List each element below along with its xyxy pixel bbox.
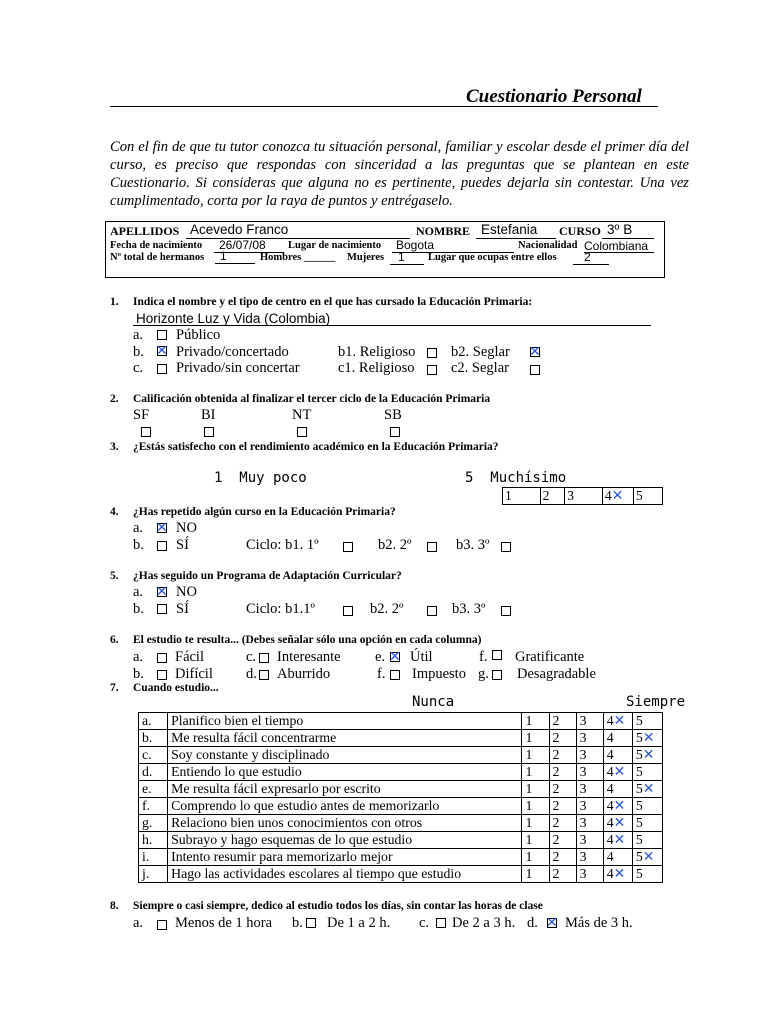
- q5-number: 5.: [110, 570, 119, 582]
- q3-scale-high: 5 Muchísimo: [465, 470, 567, 486]
- q5-ciclo1-checkbox[interactable]: [343, 606, 353, 616]
- q8-c-letter: c.: [419, 915, 430, 931]
- study-scale-cell-5[interactable]: 5: [632, 832, 662, 849]
- study-scale-cell-5[interactable]: 5✕: [632, 747, 662, 764]
- q6-impuesto-label: Impuesto: [412, 666, 466, 682]
- q6-gratificante-checkbox[interactable]: [492, 650, 502, 660]
- title-rule: [110, 106, 658, 107]
- study-scale-cell-4[interactable]: 4✕: [603, 832, 632, 849]
- study-scale-cell-1[interactable]: 1: [522, 815, 549, 832]
- study-scale-cell-1[interactable]: 1: [522, 730, 549, 747]
- study-row-text: Planifico bien el tiempo: [168, 713, 522, 730]
- study-scale-cell-2[interactable]: 2: [549, 849, 576, 866]
- q6-question: El estudio te resulta... (Debes señalar sólo una opción en cada columna): [133, 634, 482, 646]
- curso-field[interactable]: 3º B: [607, 222, 633, 237]
- q1-c1-checkbox[interactable]: [427, 365, 437, 375]
- study-scale-cell-1[interactable]: 1: [522, 781, 549, 798]
- q8-question: Siempre o casi siempre, dedico al estudio todos los días, sin contar las horas de clase: [133, 900, 543, 912]
- hermanos-label: Nº total de hermanos: [110, 252, 205, 263]
- check-mark-icon: ✕: [546, 915, 558, 931]
- study-scale-cell-5[interactable]: 5: [632, 815, 662, 832]
- check-mark-icon: ✕: [642, 747, 655, 763]
- lugar-field[interactable]: Bogota: [396, 238, 435, 252]
- lugar-label: Lugar de nacimiento: [288, 240, 382, 251]
- q1-b-label: Privado/concertado: [176, 344, 289, 360]
- study-scale-cell-2[interactable]: 2: [549, 781, 576, 798]
- check-mark-icon: ✕: [611, 488, 624, 504]
- q4-number: 4.: [110, 506, 119, 518]
- study-scale-cell-3[interactable]: 3: [576, 713, 603, 730]
- q4-ciclo1-label: Ciclo: b1. 1º: [246, 537, 319, 553]
- q6-a-letter: a.: [133, 649, 144, 665]
- q5-ciclo3-checkbox[interactable]: [501, 606, 511, 616]
- q4-ciclo2-label: b2. 2º: [378, 537, 412, 553]
- study-row-letter: h.: [139, 832, 168, 849]
- grade-nt: NT: [292, 407, 312, 423]
- q6-interesante-label: Interesante: [277, 649, 341, 665]
- scale-cell-3[interactable]: 3: [565, 488, 603, 505]
- q1-b1-label: b1. Religioso: [338, 344, 416, 360]
- q6-d-letter: d.: [246, 666, 257, 682]
- study-row-letter: e.: [139, 781, 168, 798]
- grade-nt-checkbox[interactable]: [297, 427, 307, 437]
- q6-number: 6.: [110, 634, 119, 646]
- q5-si-label: SÍ: [176, 601, 189, 617]
- study-row: [139, 730, 663, 747]
- study-scale-cell-2[interactable]: 2: [549, 713, 576, 730]
- q5-si-checkbox[interactable]: [157, 604, 167, 614]
- study-scale-cell-2[interactable]: 2: [549, 764, 576, 781]
- q6-f-impuesto-letter: f.: [377, 666, 386, 682]
- study-scale-cell-1[interactable]: 1: [522, 866, 549, 883]
- study-row-letter: a.: [139, 713, 168, 730]
- q1-c-letter: c.: [133, 360, 144, 376]
- q5-question: ¿Has seguido un Programa de Adaptación Curricular?: [133, 570, 402, 582]
- q4-ciclo3-checkbox[interactable]: [501, 542, 511, 552]
- study-row-text: Relaciono bien unos conocimientos con otros: [168, 815, 522, 832]
- q1-a-letter: a.: [133, 327, 144, 343]
- q6-util-label: Útil: [410, 649, 433, 665]
- study-scale-cell-4[interactable]: 4: [603, 730, 632, 747]
- check-mark-icon: ✕: [613, 713, 626, 729]
- q4-si-label: SÍ: [176, 537, 189, 553]
- q6-aburrido-label: Aburrido: [277, 666, 331, 682]
- q8-c-checkbox[interactable]: [436, 918, 446, 928]
- scale-cell-2[interactable]: 2: [540, 488, 565, 505]
- q5-b-letter: b.: [133, 601, 144, 617]
- q3-number: 3.: [110, 441, 119, 453]
- check-mark-icon: ✕: [642, 730, 655, 746]
- study-scale-cell-2[interactable]: 2: [549, 815, 576, 832]
- check-mark-icon: ✕: [613, 798, 626, 814]
- study-row: [139, 764, 663, 781]
- study-row: [139, 866, 663, 883]
- hermanos-field[interactable]: 1: [220, 249, 227, 263]
- q5-ciclo2-label: b2. 2º: [370, 601, 404, 617]
- study-row-text: Soy constante y disciplinado: [168, 747, 522, 764]
- study-scale-cell-5[interactable]: 5: [632, 713, 662, 730]
- q6-gratificante-label: Gratificante: [515, 649, 585, 665]
- q3-question: ¿Estás satisfecho con el rendimiento académico en la Educación Primaria?: [133, 441, 499, 453]
- study-scale-cell-2[interactable]: 2: [549, 832, 576, 849]
- check-mark-icon: ✕: [156, 584, 168, 600]
- study-scale-cell-1[interactable]: 1: [522, 747, 549, 764]
- study-scale-cell-5[interactable]: 5✕: [632, 730, 662, 747]
- grade-sf-checkbox[interactable]: [141, 427, 151, 437]
- study-row-text: Entiendo lo que estudio: [168, 764, 522, 781]
- q4-no-label: NO: [176, 520, 197, 536]
- study-scale-cell-2[interactable]: 2: [549, 798, 576, 815]
- q4-a-letter: a.: [133, 520, 144, 536]
- q1-b2-label: b2. Seglar: [451, 344, 510, 360]
- study-scale-cell-2[interactable]: 2: [549, 747, 576, 764]
- study-scale-cell-4[interactable]: 4: [603, 849, 632, 866]
- nacionalidad-field[interactable]: Colombiana: [584, 239, 649, 253]
- nombre-field[interactable]: Estefania: [481, 222, 538, 237]
- q7-nunca-label: Nunca: [412, 694, 455, 710]
- mujeres-label: Mujeres: [347, 252, 385, 263]
- check-mark-icon: ✕: [389, 649, 401, 665]
- study-scale-cell-2[interactable]: 2: [549, 730, 576, 747]
- study-scale-cell-3[interactable]: 3: [576, 730, 603, 747]
- study-scale-cell-5[interactable]: 5: [632, 866, 662, 883]
- q8-c-label: De 2 a 3 h.: [452, 915, 516, 931]
- scale-cell-4[interactable]: 4✕: [602, 488, 633, 505]
- study-scale-cell-1[interactable]: 1: [522, 798, 549, 815]
- check-mark-icon: ✕: [642, 849, 655, 865]
- q8-d-letter: d.: [527, 915, 538, 931]
- study-scale-cell-1[interactable]: 1: [522, 713, 549, 730]
- apellidos-label: APELLIDOS: [110, 224, 180, 238]
- check-mark-icon: ✕: [613, 815, 626, 831]
- study-row-text: Hago las actividades escolares al tiempo que estudio: [168, 866, 522, 883]
- check-mark-icon: ✕: [642, 781, 655, 797]
- study-scale-cell-5[interactable]: 5✕: [632, 849, 662, 866]
- fecha-label: Fecha de nacimiento: [110, 240, 203, 251]
- q7-number: 7.: [110, 682, 119, 694]
- check-mark-icon: ✕: [613, 764, 626, 780]
- q2-question: Calificación obtenida al finalizar el tercer ciclo de la Educación Primaria: [133, 393, 491, 405]
- study-row-text: Me resulta fácil expresarlo por escrito: [168, 781, 522, 798]
- study-scale-cell-3[interactable]: 3: [576, 866, 603, 883]
- q4-b-letter: b.: [133, 537, 144, 553]
- curso-label: CURSO: [559, 224, 602, 238]
- study-scale-cell-3[interactable]: 3: [576, 781, 603, 798]
- q1-c2-label: c2. Seglar: [451, 360, 509, 376]
- q8-number: 8.: [110, 900, 119, 912]
- study-row-letter: c.: [139, 747, 168, 764]
- study-scale-cell-4[interactable]: 4✕: [603, 764, 632, 781]
- study-scale-cell-4[interactable]: 4✕: [603, 815, 632, 832]
- study-scale-cell-1[interactable]: 1: [522, 849, 549, 866]
- study-scale-cell-4[interactable]: 4: [603, 747, 632, 764]
- q5-a-letter: a.: [133, 584, 144, 600]
- q7-question: Cuando estudio...: [133, 682, 219, 694]
- q6-b-letter: b.: [133, 666, 144, 682]
- hombres-label: Hombres ______: [260, 252, 336, 263]
- q8-a-checkbox[interactable]: [157, 920, 167, 930]
- q4-si-checkbox[interactable]: [157, 541, 167, 551]
- q6-facil-label: Fácil: [175, 649, 204, 665]
- study-scale-cell-3[interactable]: 3: [576, 747, 603, 764]
- study-row-letter: j.: [139, 866, 168, 883]
- study-row: [139, 747, 663, 764]
- q1-a-label: Público: [176, 327, 221, 343]
- q6-dificil-checkbox[interactable]: [157, 670, 167, 680]
- q4-ciclo1-checkbox[interactable]: [343, 542, 353, 552]
- mujeres-field[interactable]: 1: [398, 250, 405, 264]
- q8-d-label: Más de 3 h.: [565, 915, 633, 931]
- check-mark-icon: ✕: [156, 520, 168, 536]
- study-scale-cell-5[interactable]: 5: [632, 798, 662, 815]
- q8-b-checkbox[interactable]: [306, 918, 316, 928]
- study-row-letter: f.: [139, 798, 168, 815]
- study-scale-cell-3[interactable]: 3: [576, 832, 603, 849]
- study-scale-cell-5[interactable]: 5✕: [632, 781, 662, 798]
- study-row: [139, 815, 663, 832]
- study-row-text: Me resulta fácil concentrarme: [168, 730, 522, 747]
- q3-scale-table: [502, 487, 663, 505]
- study-scale-cell-4[interactable]: 4: [603, 781, 632, 798]
- check-mark-icon: ✕: [613, 832, 626, 848]
- q5-ciclo1-label: Ciclo: b1.1º: [246, 601, 315, 617]
- q6-interesante-checkbox[interactable]: [259, 653, 269, 663]
- study-row-text: Comprendo lo que estudio antes de memorizarlo: [168, 798, 522, 815]
- q1-b1-checkbox[interactable]: [427, 348, 437, 358]
- q6-aburrido-checkbox[interactable]: [259, 670, 269, 680]
- study-row-letter: i.: [139, 849, 168, 866]
- study-row-text: Subrayo y hago esquemas de lo que estudio: [168, 832, 522, 849]
- scale-cell-1[interactable]: 1: [503, 488, 541, 505]
- study-scale-cell-3[interactable]: 3: [576, 798, 603, 815]
- q3-scale-low: 1 Muy poco: [214, 470, 307, 486]
- grade-sb-checkbox[interactable]: [390, 427, 400, 437]
- nombre-label: NOMBRE: [416, 224, 470, 238]
- q6-impuesto-checkbox[interactable]: [390, 670, 400, 680]
- study-row-letter: b.: [139, 730, 168, 747]
- q6-g-letter: g.: [478, 666, 489, 682]
- study-scale-cell-5[interactable]: 5: [632, 764, 662, 781]
- q4-ciclo2-checkbox[interactable]: [427, 542, 437, 552]
- check-mark-icon: ✕: [613, 866, 626, 882]
- intro-paragraph: Con el fin de que tu tutor conozca tu situación personal, familiar y escolar desde el primer día del curso, es preciso que respondas con sinceridad a las preguntas que se plantean en este Cuestionario. Si consideras que alguna no es pertinente, puedes dejarla sin contestar. Una vez cumplimentado, corta por la raya de puntos y entrégaselo.: [110, 139, 689, 209]
- grade-bi-checkbox[interactable]: [204, 427, 214, 437]
- q1-c2-checkbox[interactable]: [530, 365, 540, 375]
- study-scale-cell-3[interactable]: 3: [576, 764, 603, 781]
- grade-bi: BI: [201, 407, 216, 423]
- nacionalidad-label: Nacionalidad: [518, 240, 578, 251]
- q4-question: ¿Has repetido algún curso en la Educación Primaria?: [133, 506, 396, 518]
- study-scale-cell-4[interactable]: 4✕: [603, 866, 632, 883]
- q6-f-letter: f.: [479, 649, 488, 665]
- q5-ciclo2-checkbox[interactable]: [427, 606, 437, 616]
- q8-b-label: De 1 a 2 h.: [327, 915, 391, 931]
- q4-ciclo3-label: b3. 3º: [456, 537, 490, 553]
- q8-a-label: Menos de 1 hora: [175, 915, 273, 931]
- q2-number: 2.: [110, 393, 119, 405]
- study-scale-cell-4[interactable]: 4✕: [603, 713, 632, 730]
- lugar-ocupas-label: Lugar que ocupas entre ellos: [428, 252, 557, 263]
- q7-study-table: [138, 712, 663, 883]
- q6-e-letter: e.: [375, 649, 386, 665]
- q6-desagradable-label: Desagradable: [517, 666, 596, 682]
- page-title: Cuestionario Personal: [466, 86, 642, 107]
- q1-c-label: Privado/sin concertar: [176, 360, 300, 376]
- lugar-ocupas-field[interactable]: 2: [584, 250, 591, 264]
- grade-sf: SF: [133, 407, 150, 423]
- study-row-text: Intento resumir para memorizarlo mejor: [168, 849, 522, 866]
- study-row: [139, 798, 663, 815]
- study-scale-cell-3[interactable]: 3: [576, 849, 603, 866]
- q1-answer-field[interactable]: Horizonte Luz y Vida (Colombia): [136, 311, 331, 326]
- q6-c-letter: c.: [246, 649, 257, 665]
- q1-number: 1.: [110, 296, 119, 308]
- apellidos-field[interactable]: Acevedo Franco: [190, 222, 289, 237]
- q7-siempre-label: Siempre: [626, 694, 686, 710]
- study-row: [139, 713, 663, 730]
- check-mark-icon: ✕: [529, 344, 541, 360]
- study-row-letter: d.: [139, 764, 168, 781]
- q6-facil-checkbox[interactable]: [157, 653, 167, 663]
- q1-question: Indica el nombre y el tipo de centro en el que has cursado la Educación Primaria:: [133, 296, 533, 308]
- study-scale-cell-1[interactable]: 1: [522, 832, 549, 849]
- scale-cell-5[interactable]: 5: [633, 488, 662, 505]
- q8-b-letter: b.: [292, 915, 303, 931]
- q6-desagradable-checkbox[interactable]: [492, 670, 502, 680]
- study-row-letter: g.: [139, 815, 168, 832]
- study-scale-cell-4[interactable]: 4✕: [603, 798, 632, 815]
- check-mark-icon: ✕: [156, 343, 168, 359]
- q5-ciclo3-label: b3. 3º: [452, 601, 486, 617]
- study-row: [139, 849, 663, 866]
- study-scale-cell-3[interactable]: 3: [576, 815, 603, 832]
- q6-dificil-label: Difícil: [175, 666, 213, 682]
- study-scale-cell-2[interactable]: 2: [549, 866, 576, 883]
- q1-b-letter: b.: [133, 344, 144, 360]
- q1-c-checkbox[interactable]: [157, 364, 167, 374]
- fecha-field[interactable]: 26/07/08: [219, 238, 266, 252]
- q5-no-label: NO: [176, 584, 197, 600]
- study-row: [139, 832, 663, 849]
- study-scale-cell-1[interactable]: 1: [522, 764, 549, 781]
- grade-sb: SB: [384, 407, 402, 423]
- q1-a-checkbox[interactable]: [157, 330, 167, 340]
- q1-c1-label: c1. Religioso: [338, 360, 415, 376]
- study-row: [139, 781, 663, 798]
- q8-a-letter: a.: [133, 915, 144, 931]
